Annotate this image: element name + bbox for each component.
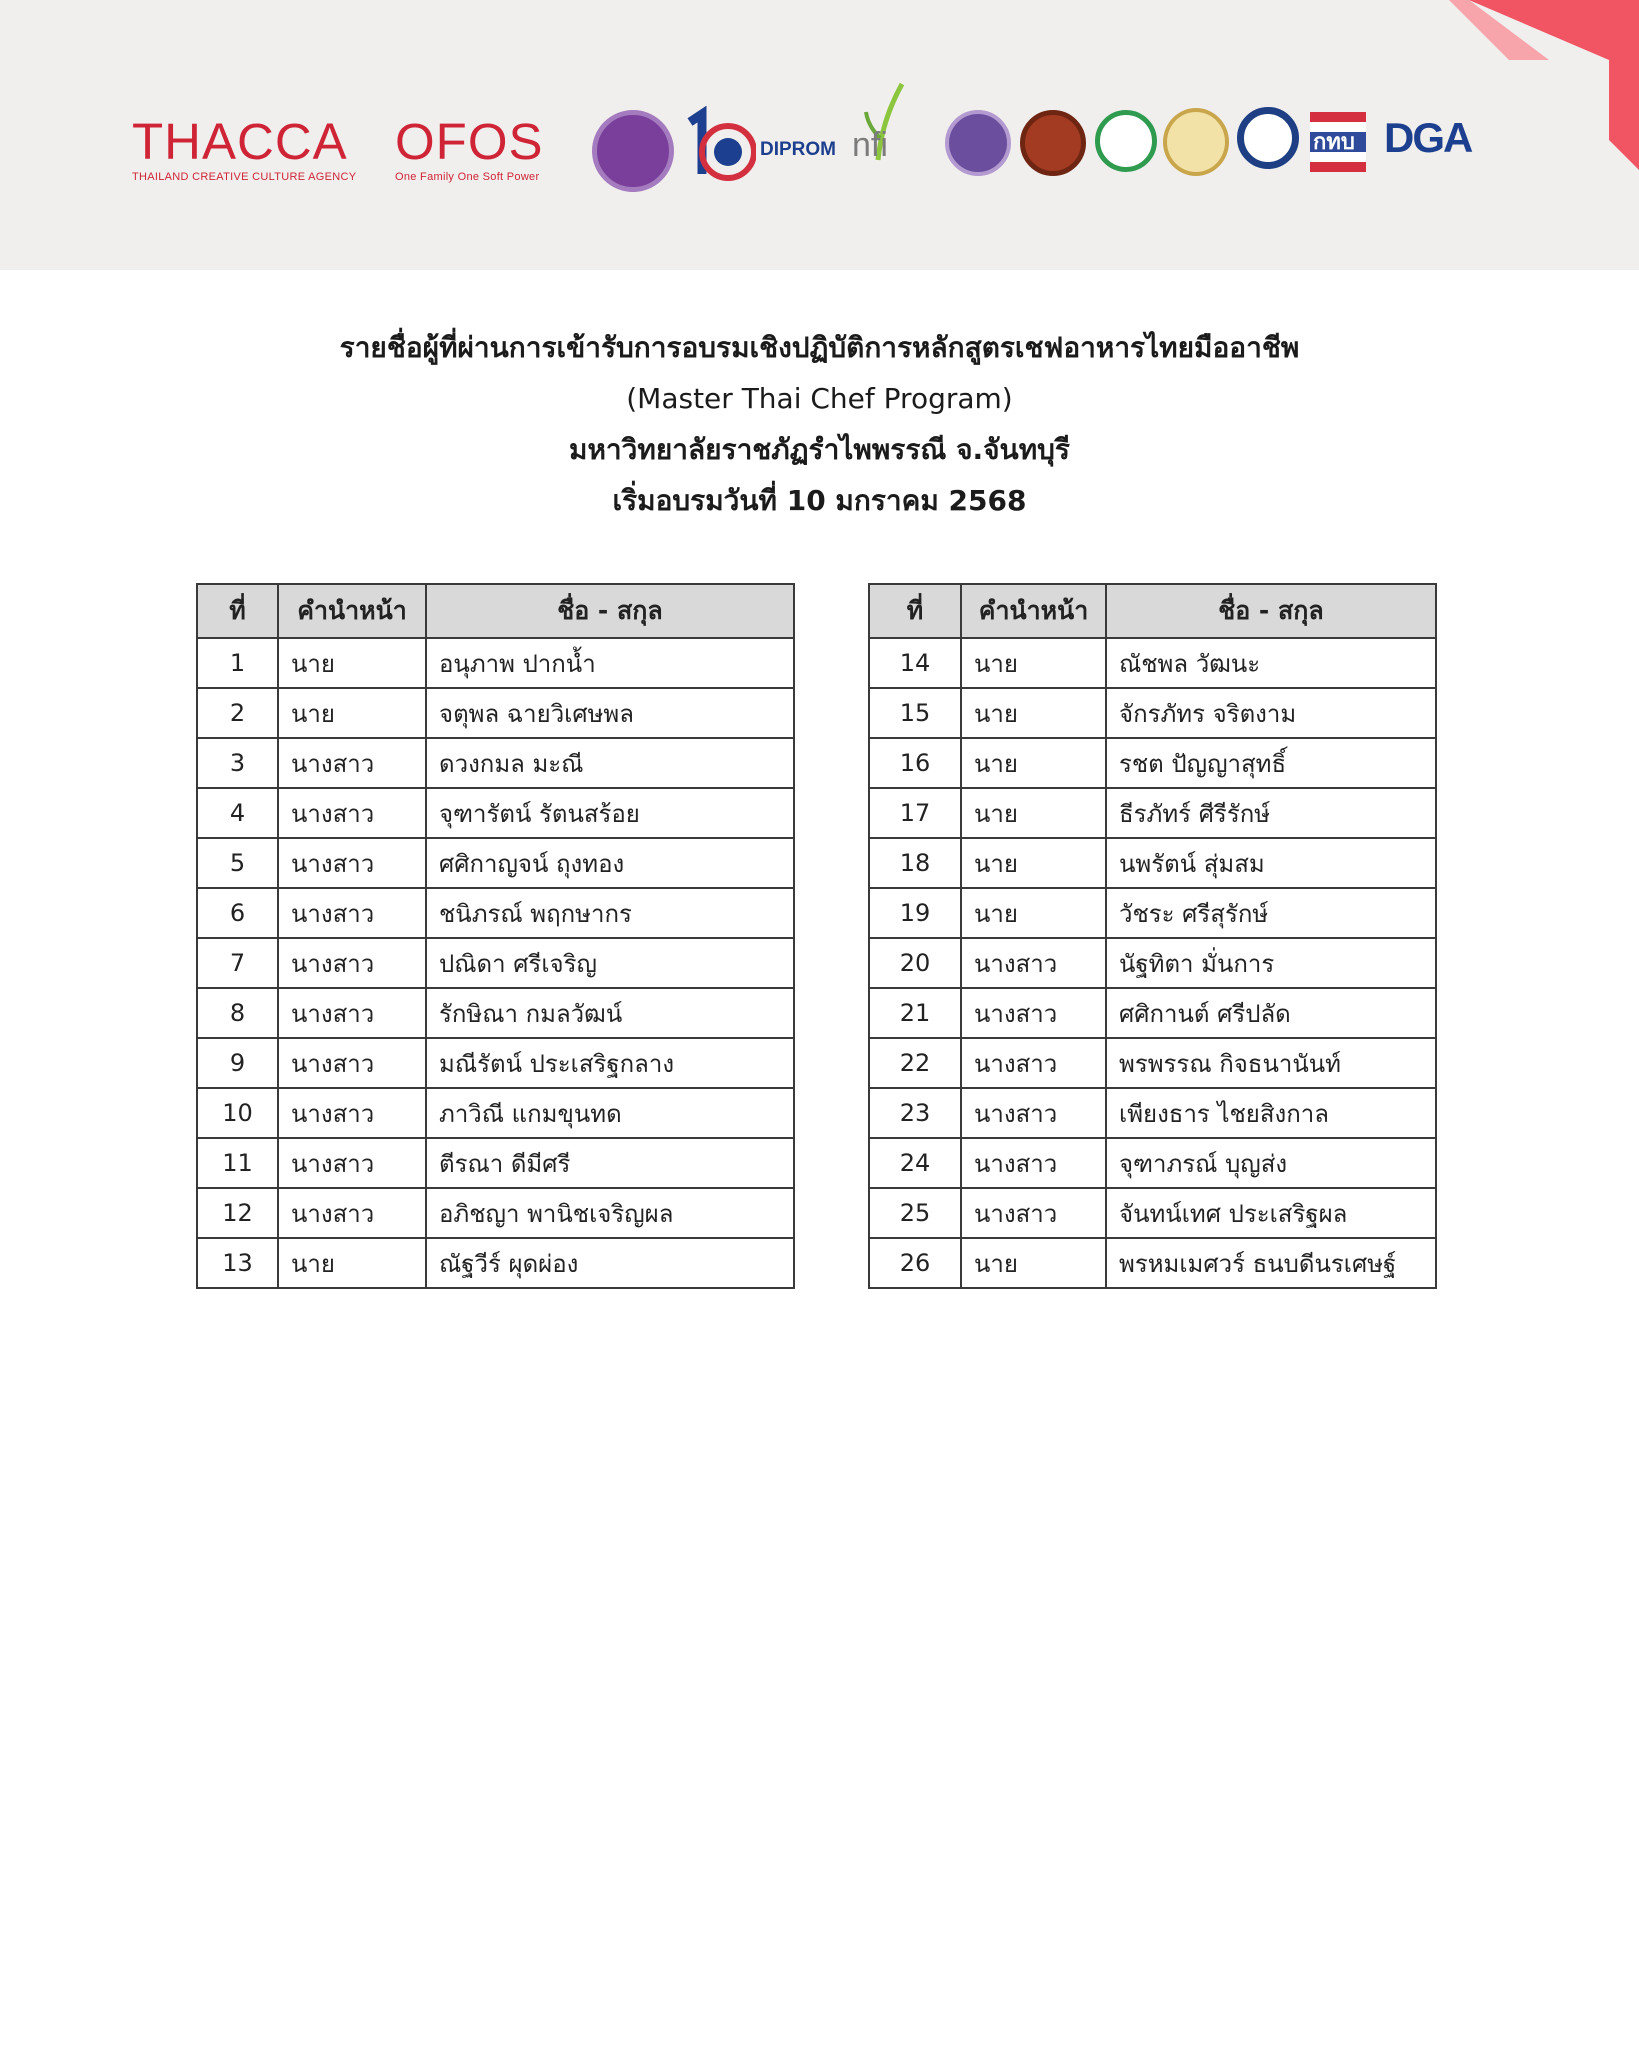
row-no: 14 [869,638,961,688]
row-prefix: นาย [278,1238,426,1288]
row-no: 9 [197,1038,278,1088]
header-name: ชื่อ - สกุล [1106,584,1436,638]
row-prefix: นางสาว [278,1188,426,1238]
row-name: จตุพล ฉายวิเศษพล [426,688,794,738]
row-prefix: นางสาว [961,938,1106,988]
thacca-logo [132,113,357,183]
table-row [197,988,794,1038]
row-name: อนุภาพ ปากน้ำ [426,638,794,688]
table-row [869,788,1436,838]
title-line-3: มหาวิทยาลัยราชภัฏรำไพพรรณี จ.จันทบุรี [569,433,1070,466]
row-no: 26 [869,1238,961,1288]
table-row [197,938,794,988]
table-header-row [197,584,794,638]
row-name: ศศิกานต์ ศรีปลัด [1106,988,1436,1038]
row-name: จุฑารัตน์ รัตนสร้อย [426,788,794,838]
table-row [869,738,1436,788]
row-prefix: นางสาว [961,1038,1106,1088]
row-name: วัชระ ศรีสุรักษ์ [1106,888,1436,938]
seal-purple-icon [945,110,1011,176]
header-no: ที่ [869,584,961,638]
row-prefix: นางสาว [278,1038,426,1088]
table-row [197,888,794,938]
row-no: 11 [197,1138,278,1188]
table-row [197,788,794,838]
table-row [869,838,1436,888]
row-no: 24 [869,1138,961,1188]
row-name: ณัฐวีร์ ผุดผ่อง [426,1238,794,1288]
table-row [197,688,794,738]
header-no: ที่ [197,584,278,638]
row-no: 18 [869,838,961,888]
row-no: 19 [869,888,961,938]
row-no: 5 [197,838,278,888]
row-prefix: นาย [961,838,1106,888]
corner-decoration [1449,0,1639,170]
row-prefix: นาย [278,688,426,738]
table-row [197,1038,794,1088]
document-title [0,322,1639,526]
table-row [869,1188,1436,1238]
row-prefix: นางสาว [961,1088,1106,1138]
gtb-logo: กทบ [1313,130,1355,155]
row-name: พรหมเมศวร์ ธนบดีนรเศษฐ์ [1106,1238,1436,1288]
row-prefix: นาย [961,738,1106,788]
ofos-name: OFOS [395,113,544,170]
diprom-logo: DIPROM [760,139,836,160]
table-row [197,1088,794,1138]
row-no: 23 [869,1088,961,1138]
row-no: 6 [197,888,278,938]
row-name: นพรัตน์ สุ่มสม [1106,838,1436,888]
ministry-seal-icon [592,110,674,192]
roster-table-left [196,583,795,1289]
row-prefix: นาย [961,638,1106,688]
table-row [869,988,1436,1038]
title-line-2: (Master Thai Chef Program) [626,382,1013,415]
row-no: 16 [869,738,961,788]
row-no: 13 [197,1238,278,1288]
anniversary-logo-icon [680,104,756,188]
row-prefix: นางสาว [278,738,426,788]
row-name: ตีรณา ดีมีศรี [426,1138,794,1188]
row-no: 1 [197,638,278,688]
seal-red-icon [1020,110,1086,176]
table-row [197,1138,794,1188]
row-no: 8 [197,988,278,1038]
table-row [869,1038,1436,1088]
row-name: ชนิภรณ์ พฤกษากร [426,888,794,938]
row-name: จันทน์เทศ ประเสริฐผล [1106,1188,1436,1238]
row-no: 20 [869,938,961,988]
row-name: นัฐทิตา มั่นการ [1106,938,1436,988]
row-no: 7 [197,938,278,988]
title-line-1: รายชื่อผู้ที่ผ่านการเข้ารับการอบรมเชิงปฏิบัติการหลักสูตรเชฟอาหารไทยมืออาชีพ [339,331,1300,364]
table-row [197,838,794,888]
row-prefix: นางสาว [278,1088,426,1138]
row-no: 4 [197,788,278,838]
row-name: ณัชพล วัฒนะ [1106,638,1436,688]
table-row [197,1238,794,1288]
row-prefix: นางสาว [278,838,426,888]
row-name: มณีรัตน์ ประเสริฐกลาง [426,1038,794,1088]
table-row [869,888,1436,938]
row-no: 21 [869,988,961,1038]
health-dept-seal-icon [1095,110,1157,172]
table-row [869,1238,1436,1288]
row-name: จักรภัทร จริตงาม [1106,688,1436,738]
row-no: 15 [869,688,961,738]
table-row [869,1138,1436,1188]
row-prefix: นาย [961,1238,1106,1288]
row-name: พรพรรณ กิจธนานันท์ [1106,1038,1436,1088]
row-no: 17 [869,788,961,838]
table-row [869,938,1436,988]
header-banner [0,0,1639,270]
seal-gold-icon [1163,108,1229,176]
table-row [197,738,794,788]
row-prefix: นางสาว [278,938,426,988]
title-line-4: เริ่มอบรมวันที่ 10 มกราคม 2568 [612,484,1027,517]
row-name: ดวงกมล มะณี [426,738,794,788]
row-prefix: นาย [961,688,1106,738]
row-no: 10 [197,1088,278,1138]
roster-table-right [868,583,1437,1289]
row-prefix: นาย [961,888,1106,938]
row-prefix: นางสาว [961,1188,1106,1238]
row-name: จุฑาภรณ์ บุญส่ง [1106,1138,1436,1188]
row-name: ธีรภัทร์ ศีรีรักษ์ [1106,788,1436,838]
table-row [869,688,1436,738]
table-row [197,638,794,688]
row-prefix: นางสาว [278,988,426,1038]
row-prefix: นางสาว [961,988,1106,1038]
row-prefix: นาย [278,638,426,688]
row-prefix: นางสาว [278,888,426,938]
table-row [869,638,1436,688]
thacca-tagline: THAILAND CREATIVE CULTURE AGENCY [132,171,357,183]
row-no: 22 [869,1038,961,1088]
nfi-logo: nfi [852,126,888,164]
ofos-tagline: One Family One Soft Power [395,171,540,183]
thacca-name: THACCA [132,113,348,170]
fdc-seal-icon [1237,107,1299,169]
row-name: ศศิกาญจน์ ถุงทอง [426,838,794,888]
row-name: รักษิณา กมลวัฒน์ [426,988,794,1038]
table-row [197,1188,794,1238]
row-no: 3 [197,738,278,788]
row-prefix: นางสาว [278,1138,426,1188]
row-no: 12 [197,1188,278,1238]
ofos-logo [395,113,544,183]
row-prefix: นางสาว [278,788,426,838]
table-header-row [869,584,1436,638]
row-name: ภาวิณี แกมขุนทด [426,1088,794,1138]
row-prefix: นางสาว [961,1138,1106,1188]
dga-logo: DGA [1384,114,1472,161]
row-no: 2 [197,688,278,738]
row-name: อภิชญา พานิชเจริญผล [426,1188,794,1238]
row-name: ปณิดา ศรีเจริญ [426,938,794,988]
header-prefix: คำนำหน้า [278,584,426,638]
row-name: รชต ปัญญาสุทธิ์ [1106,738,1436,788]
row-no: 25 [869,1188,961,1238]
header-prefix: คำนำหน้า [961,584,1106,638]
header-name: ชื่อ - สกุล [426,584,794,638]
table-row [869,1088,1436,1138]
row-prefix: นาย [961,788,1106,838]
row-name: เพียงธาร ไชยสิงกาล [1106,1088,1436,1138]
